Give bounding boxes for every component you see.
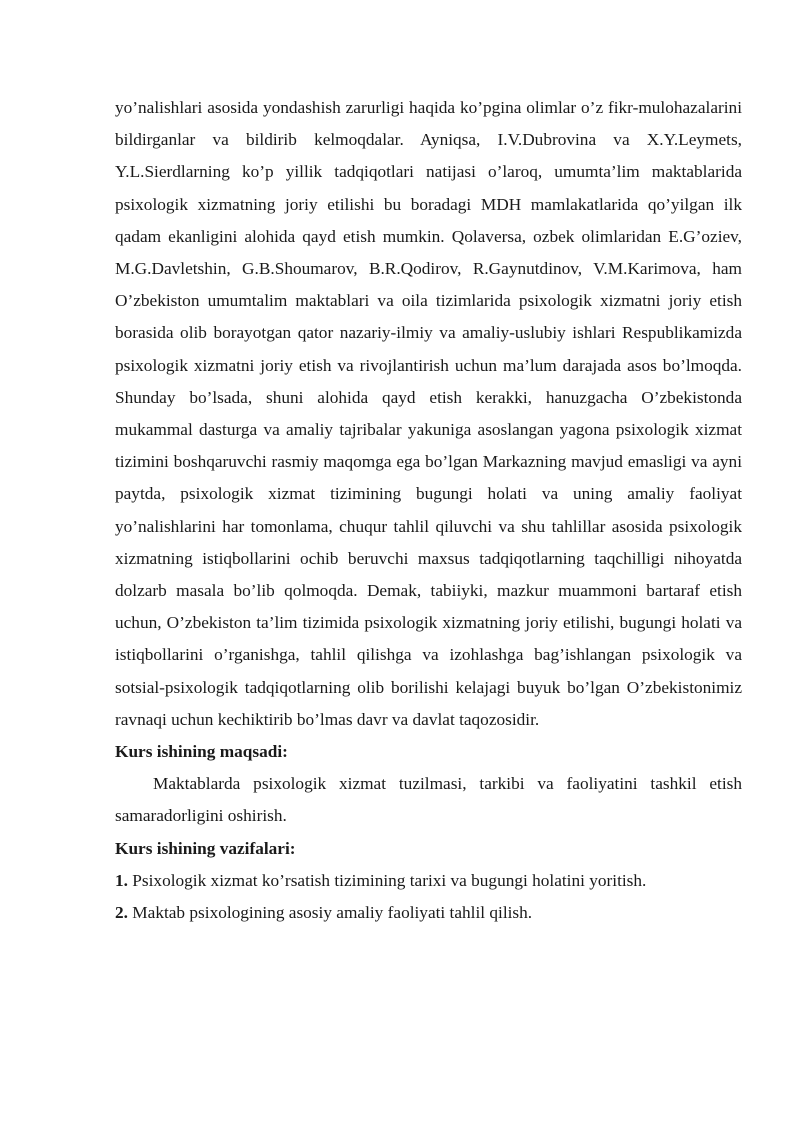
task-item: [115, 865, 742, 897]
task-number: 1.: [115, 870, 128, 890]
body-paragraph: yo’nalishlari asosida yondashish zarurligi haqida ko’pgina olimlar o’z fikr-mulohazalarini bildirganlar va bildirib kelmoqdalar. Ayniqsa, I.V.Dubrovina va X.Y.Leymets, Y.L.Sierdlarning ko’p yillik tadqiqotlari natijasi o’laroq, umumta’lim maktablarida psixologik xizmatning joriy etilishi bu boradagi MDH mamlakatlarida qo’yilgan ilk qadam ekanligini alohida qayd etish mumkin. Qolaversa, ozbek olimlaridan E.G’oziev, M.G.Davletshin, G.B.Shoumarov, B.R.Qodirov, R.Gaynutdinov, V.M.Karimova, ham O’zbekiston umumtalim maktablari va oila tizimlarida psixologik xizmatni joriy etish borasida olib borayotgan qator nazariy-ilmiy va amaliy-uslubiy ishlari Respublikamizda psixologik xizmatni joriy etish va rivojlantirish uchun ma’lum darajada asos bo’lmoqda. Shunday bo’lsada, shuni alohida qayd etish kerakki, hanuzgacha O’zbekistonda mukammal dasturga va amaliy tajribalar yakuniga asoslangan yagona psixologik xizmat tizimini boshqaruvchi rasmiy maqomga ega bo’lgan Markazning mavjud emasligi va ayni paytda, psixologik xizmat tizimining bugungi holati va uning amaliy faoliyat yo’nalishlarini har tomonlama, chuqur tahlil qiluvchi va shu tahlillar asosida psixologik xizmatning istiqbollarini ochib beruvchi maxsus tadqiqotlarning taqchilligi nihoyatda dolzarb masala bo’lib qolmoqda. Demak, tabiiyki, mazkur muammoni bartaraf etish uchun, O’zbekiston ta’lim tizimida psixologik xizmatning joriy etilishi, bugungi holati va istiqbollarini o’rganishga, tahlil qilishga va izohlashga bag’ishlangan psixologik va sotsial-psixologik tadqiqotlarning olib borilishi kelajagi buyuk bo’lgan O’zbekistonimiz ravnaqi uchun kechiktirib bo’lmas davr va davlat taqozosidir.: [115, 98, 742, 729]
task-number: 2.: [115, 903, 128, 923]
task-text: Maktab psixologining asosiy amaliy faoliyati tahlil qilish.: [127, 903, 533, 923]
purpose-text: Maktablarda psixologik xizmat tuzilmasi, tarkibi va faoliyatini tashkil etish samaradorligini oshirish.: [115, 774, 742, 826]
tasks-heading: Kurs ishining vazifalari:: [115, 838, 296, 858]
task-item: [115, 897, 742, 929]
purpose-heading: Kurs ishining maqsadi:: [115, 742, 288, 762]
document-page: [115, 92, 742, 929]
task-text: Psixologik xizmat ko’rsatish tizimining tarixi va bugungi holatini yoritish.: [127, 870, 647, 890]
